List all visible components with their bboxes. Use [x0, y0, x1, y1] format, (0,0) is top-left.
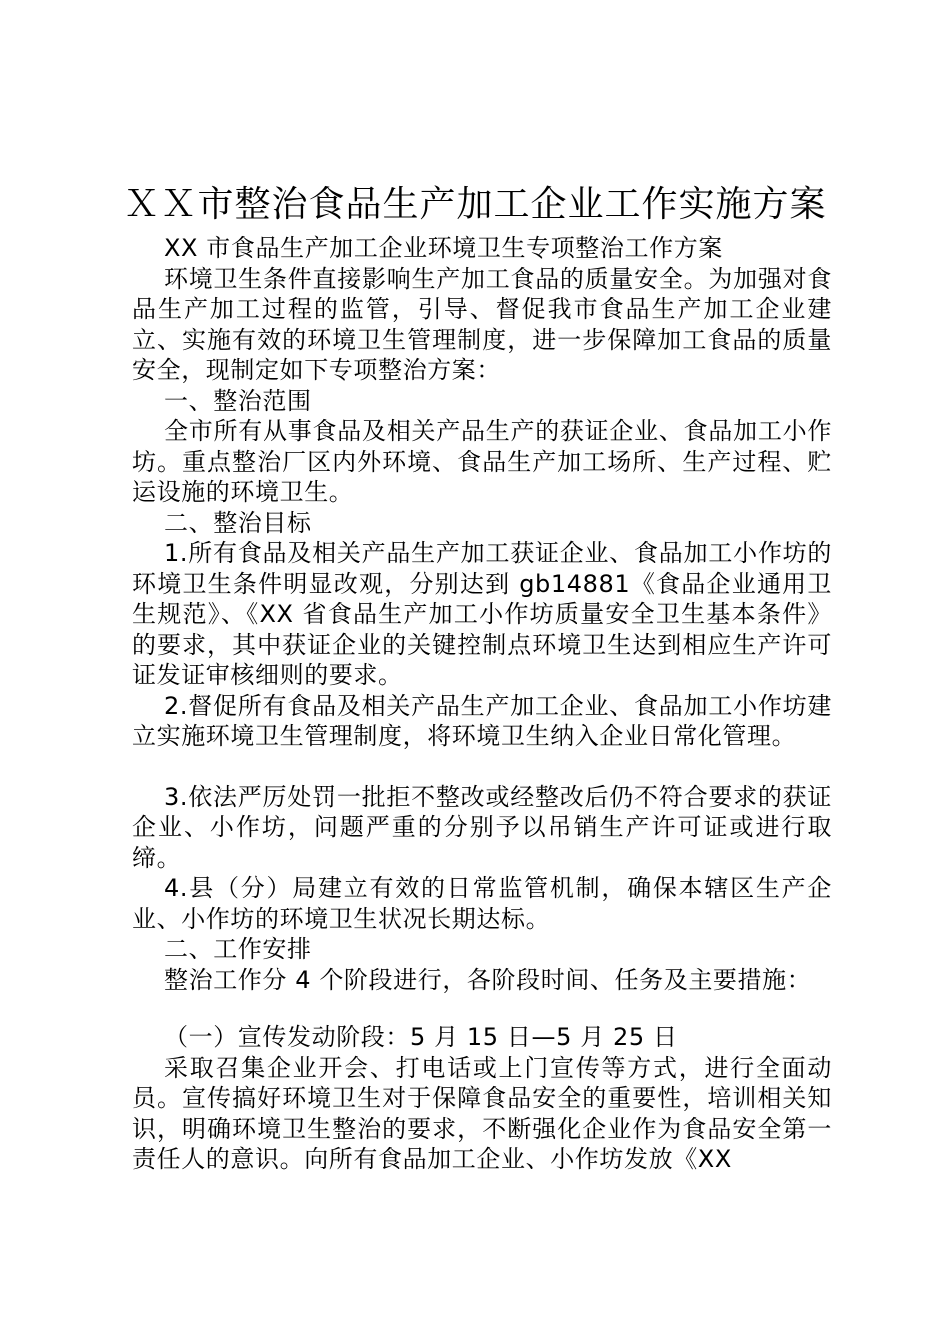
paragraph-goal-1: 1.所有食品及相关产品生产加工获证企业、食品加工小作坊的环境卫生条件明显改观，分别达到 gb14881《食品企业通用卫生规范》、《XX 省食品生产加工小作坊质量安全卫生基本条件》的要求，其中获证企业的关键控制点环境卫生达到相应生产许可证发证审核细则的要求。	[132, 539, 832, 689]
phase-heading-1: （一）宣传发动阶段：5 月 15 日—5 月 25 日	[164, 1023, 678, 1051]
paragraph-subtitle: XX 市食品生产加工企业环境卫生专项整治工作方案	[164, 234, 723, 262]
paragraph-goal-3: 3.依法严厉处罚一批拒不整改或经整改后仍不符合要求的获证企业、小作坊，问题严重的分别予以吊销生产许可证或进行取缔。	[132, 782, 832, 872]
blank-line	[132, 752, 832, 782]
paragraph-arrangement: 整治工作分 4 个阶段进行，各阶段时间、任务及主要措施：	[164, 965, 812, 994]
document-body	[132, 233, 832, 1175]
blank-line	[132, 995, 832, 1022]
section-heading-arrangement: 二、工作安排	[164, 935, 312, 963]
document-title: ＸＸ市整治食品生产加工企业工作实施方案	[123, 184, 827, 225]
section-heading-scope: 一、整治范围	[164, 386, 312, 415]
paragraph-scope: 全市所有从事食品及相关产品生产的获证企业、食品加工小作坊。重点整治厂区内外环境、食品生产加工场所、生产过程、贮运设施的环境卫生。	[132, 417, 832, 506]
paragraph-phase-1: 采取召集企业开会、打电话或上门宣传等方式，进行全面动员。宣传搞好环境卫生对于保障食品安全的重要性，培训相关知识，明确环境卫生整治的要求，不断强化企业作为食品安全第一责任人的意识。向所有食品加工企业、小作坊发放《XX	[132, 1053, 832, 1173]
paragraph-goal-4: 4.县（分）局建立有效的日常监管机制，确保本辖区生产企业、小作坊的环境卫生状况长期达标。	[132, 874, 832, 933]
section-heading-goals: 二、整治目标	[164, 508, 312, 537]
paragraph-intro: 环境卫生条件直接影响生产加工食品的质量安全。为加强对食品生产加工过程的监管，引导、督促我市食品生产加工企业建立、实施有效的环境卫生管理制度，进一步保障加工食品的质量安全，现制定如下专项整治方案：	[132, 264, 832, 384]
paragraph-goal-2: 2.督促所有食品及相关产品生产加工企业、食品加工小作坊建立实施环境卫生管理制度，将环境卫生纳入企业日常化管理。	[132, 691, 832, 750]
